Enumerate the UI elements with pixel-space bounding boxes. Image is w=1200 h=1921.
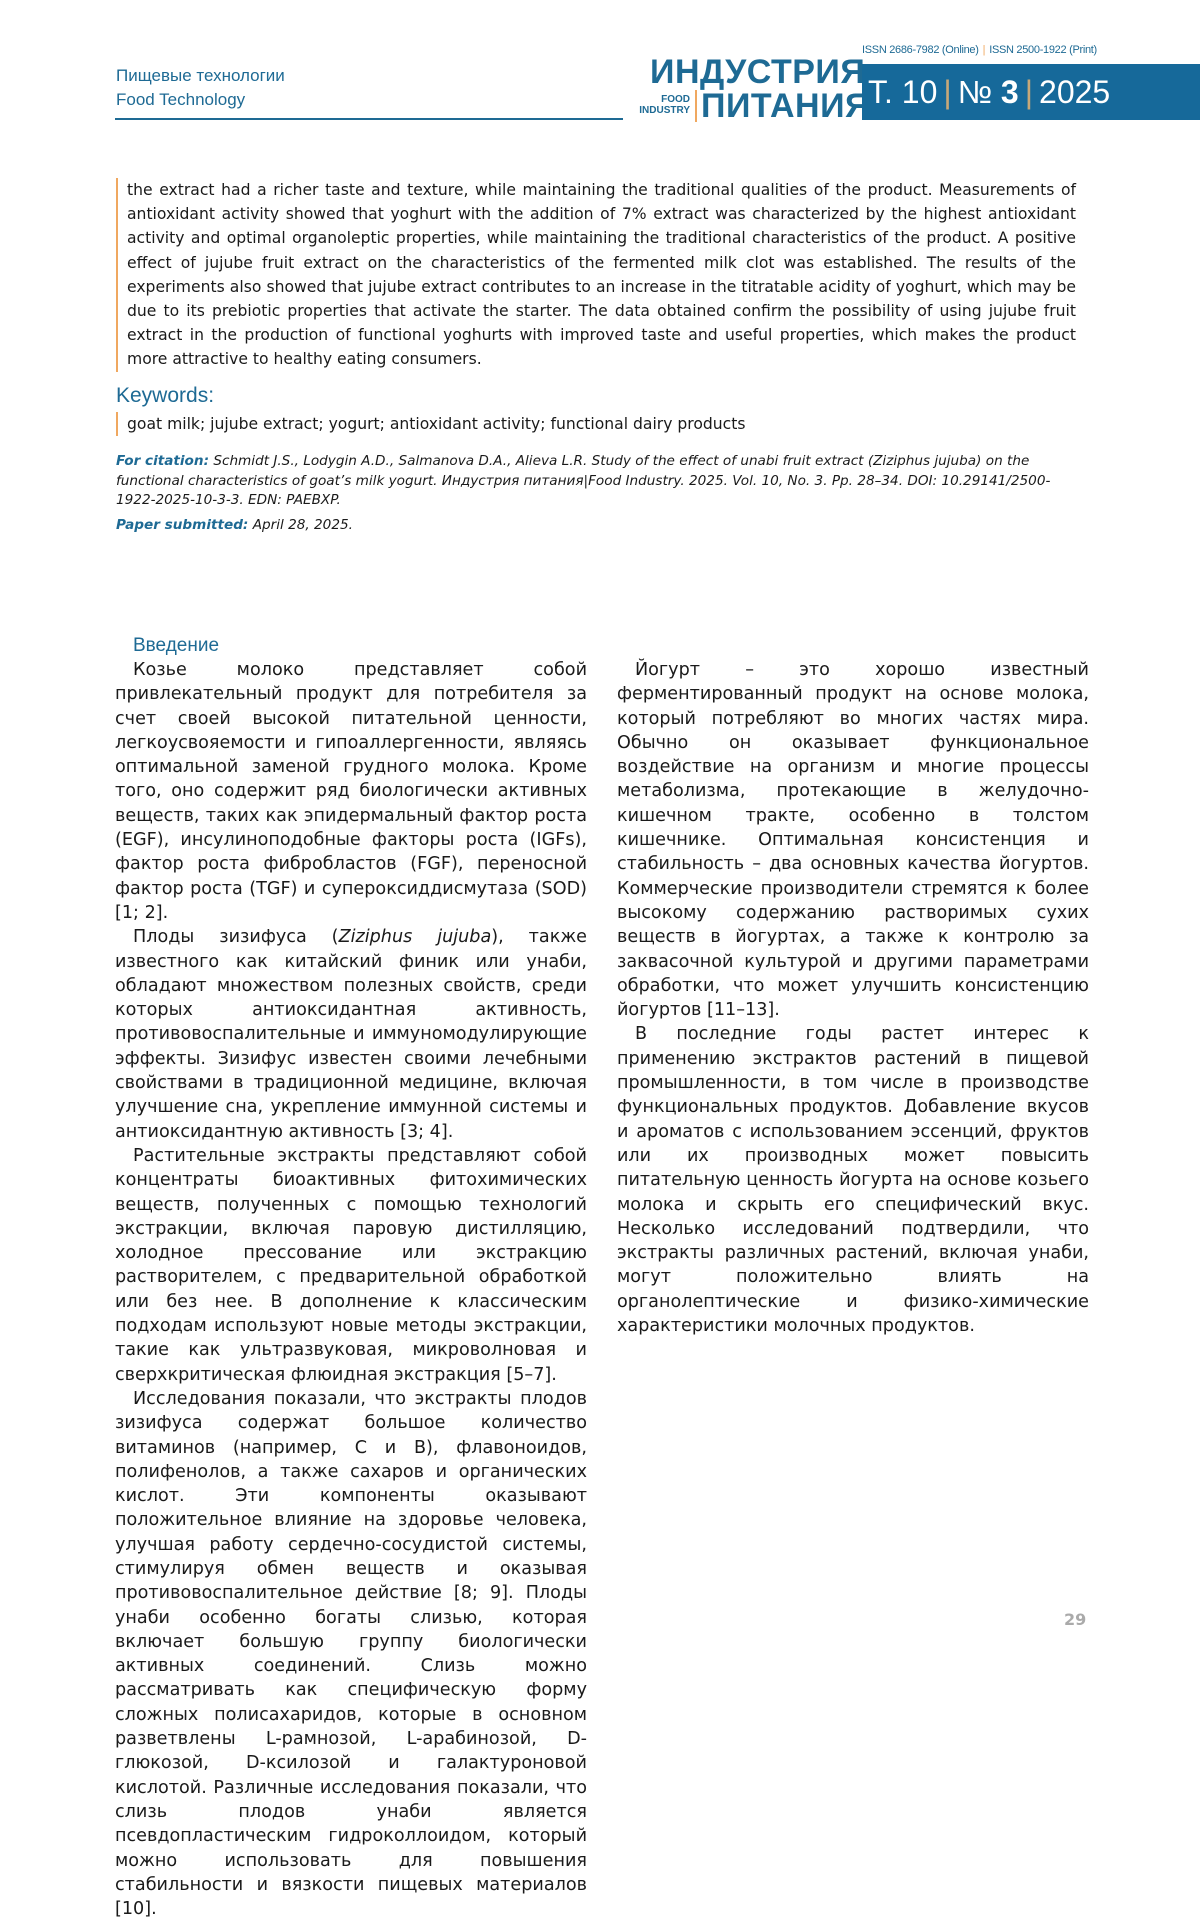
section-heading: Введение xyxy=(115,634,587,658)
year: 2025 xyxy=(1039,74,1110,110)
paragraph: Йогурт – это хорошо известный ферментированный продукт на основе молока, который потребляют во многих частях мира. Обычно он оказывает функциональное воздействие на организм и многие процессы метаболизма, протекающие в желудочно-кишечном тракте, особенно в толстом кишечнике. Оптимальная консистенция и стабильность – два основных качества йогуртов. Коммерческие производители стремятся к более высокому содержанию растворимых сухих веществ в йогуртах, а также к контролю за заквасочной культурой и другими параметрами обработки, что может улучшить консистенцию йогуртов [11–13]. xyxy=(617,658,1089,1022)
submitted-date: April 28, 2025. xyxy=(248,517,353,533)
paragraph: Козье молоко представляет собой привлекательный продукт для потребителя за счет своей высокой питательной ценности, легкоусвояемости и гипоаллергенности, являясь оптимальной заменой грудного молока. Кроме того, оно содержит ряд биологически активных веществ, таких как эпидермальный фактор роста (EGF), инсулиноподобные факторы роста (IGFs), фактор роста фибробластов (FGF), переносной фактор роста (TGF) и супероксиддисмутаза (SOD) [1; 2]. xyxy=(115,658,587,925)
volume: Т. 10 xyxy=(868,74,937,110)
journal-logo-food: FOOD INDUSTRY xyxy=(630,94,690,116)
issn: ISSN 2686-7982 (Online) | ISSN 2500-1922 (Print) xyxy=(862,44,1097,56)
keywords-heading: Keywords: xyxy=(116,384,214,408)
citation-label: For citation: xyxy=(116,453,209,469)
submitted xyxy=(116,517,353,533)
issue-number: 3 xyxy=(1001,74,1019,110)
right-column xyxy=(617,658,1089,1338)
citation xyxy=(116,452,1080,511)
paragraph: Исследования показали, что экстракты плодов зизифуса содержат большое количество витаминов (например, C и B), флавоноидов, полифенолов, а также сахаров и органических кислот. Эти компоненты оказывают положительное влияние на здоровье человека, улучшая работу сердечно-сосудистой системы, стимулируя обмен веществ и оказывая противовоспалительное действие [8; 9]. Плоды унаби особенно богаты слизью, которая включает большую группу биологически активных соединений. Слизь можно рассматривать как специфическую форму сложных полисахаридов, которые в основном разветвлены L-рамнозой, L-арабинозой, D-глюкозой, D-ксилозой и галактуроновой кислотой. Различные исследования показали, что слизь плодов унаби является псевдопластическим гидроколлоидом, который можно использовать для повышения стабильности и вязкости пищевых материалов [10]. xyxy=(115,1387,587,1921)
header-rule xyxy=(115,118,623,120)
section-label xyxy=(116,64,285,112)
paragraph: Плоды зизифуса (Ziziphus jujuba), также известного как китайский финик или унаби, обладают множеством полезных свойств, среди которых антиоксидантная активность, противовоспалительные и иммуномодулирующие эффекты. Зизифус известен своими лечебными свойствами в традиционной медицине, включая улучшение сна, укрепление иммунной системы и антиоксидантную активность [3; 4]. xyxy=(115,925,587,1144)
page-number: 29 xyxy=(1064,1610,1086,1629)
issn-online: ISSN 2686-7982 (Online) xyxy=(862,44,979,56)
section-ru: Пищевые технологии xyxy=(116,64,285,88)
submitted-label: Paper submitted: xyxy=(116,517,248,533)
left-column xyxy=(115,658,587,1921)
section-en: Food Technology xyxy=(116,88,285,112)
issn-print: ISSN 2500-1922 (Print) xyxy=(989,44,1097,56)
paragraph: Растительные экстракты представляют собой концентраты биоактивных фитохимических веществ, полученных с помощью технологий экстракции, включая паровую дистилляцию, холодное прессование или экстракцию растворителем, с предварительной обработкой или без нее. В дополнение к классическим подходам используют новые методы экстракции, такие как ультразвуковая, микроволновая и сверхкритическая флюидная экстракция [5–7]. xyxy=(115,1144,587,1387)
journal-logo-line1: ИНДУСТРИЯ xyxy=(650,56,865,88)
issue-band: Т. 10 | № 3 | 2025 xyxy=(862,64,1200,120)
citation-text: Schmidt J.S., Lodygin A.D., Salmanova D.A., Alieva L.R. Study of the effect of unabi fruit extract (Ziziphus jujuba) on the functional characteristics of goat’s milk yogurt. Индустрия питания|Food Industry. 2025. Vol. 10, No. 3. Pp. 28–34. DOI: 10.29141/2500-1922-2025-10-3-3. EDN: PAEBXP. xyxy=(116,453,1050,508)
abstract-text: the extract had a richer taste and texture, while maintaining the traditional qualities of the product. Measurements of antioxidant activity showed that yoghurt with the addition of 7% extract was characterized by the highest antioxidant activity and optimal organoleptic properties, while maintaining the traditional characteristics of the product. A positive effect of jujube fruit extract on the characteristics of the fermented milk clot was established. The results of the experiments also showed that jujube extract contributes to an increase in the titratable acidity of yoghurt, which may be due to its prebiotic properties that activate the starter. The data obtained confirm the possibility of using jujube fruit extract in the production of functional yoghurts with improved taste and useful properties, which makes the product more attractive to healthy eating consumers. xyxy=(116,178,1076,372)
keywords-text: goat milk; jujube extract; yogurt; antioxidant activity; functional dairy products xyxy=(116,412,746,436)
journal-logo-line2: ПИТАНИЯ xyxy=(695,90,870,122)
paragraph: В последние годы растет интерес к применению экстрактов растений в пищевой промышленности, в том числе в производстве функциональных продуктов. Добавление вкусов и ароматов с использованием эссенций, фруктов или их производных может повысить питательную ценность йогурта на основе козьего молока и скрыть его специфический вкус. Несколько исследований подтвердили, что экстракты различных растений, включая унаби, могут положительно влиять на органолептические и физико-химические характеристики молочных продуктов. xyxy=(617,1022,1089,1338)
